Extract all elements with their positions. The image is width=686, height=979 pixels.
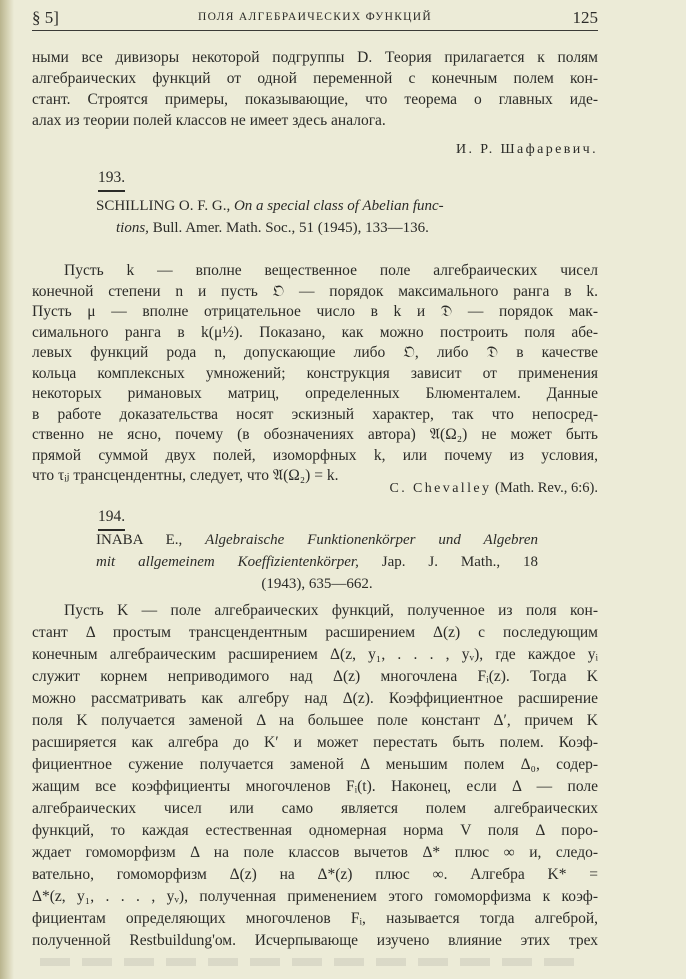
citation-text: (1943), 635—662. [261, 576, 373, 592]
text-line: можно рассматривать как алгебру над Δ(z). Коэффициентное расширение [32, 690, 598, 707]
review-source: (Math. Rev., 6:6). [491, 480, 598, 496]
entry-number-193: 193. [98, 169, 125, 192]
citation-line [96, 573, 538, 595]
signature-shafarevich: И. Р. Шафаревич. [455, 142, 598, 157]
text-line: расширяется как алгебра до K′ и может перестать быть полем. Коэф- [32, 734, 598, 751]
paragraph-continued [32, 47, 598, 131]
text-line: стант Δ простым трансцендентным расширением Δ(z) с последующим [32, 624, 598, 641]
text-line: жащим все коэффициенты многочленов Fᵢ(t). Наконец, если Δ — поле [32, 778, 598, 795]
signature-chevalley [390, 480, 599, 497]
citation-title: mit allgemeinem Koeffizientenkörper, [96, 554, 359, 570]
citation-194 [96, 529, 538, 595]
citation-title: On a special class of Abelian func- [233, 198, 444, 214]
citation-line [96, 195, 538, 217]
citation-text: Jap. J. Math., 18 [358, 554, 538, 570]
citation-text: Bull. Amer. Math. Soc., 51 (1945), 133—136. [148, 220, 429, 236]
text-line: фициентам определяющих многочленов Fᵢ, называется тогда алгеброй, [32, 910, 598, 927]
book-gutter-shadow [0, 0, 14, 979]
text-line: Пусть μ — вполне отрицательное число в k и 𝔇 — порядок мак- [32, 303, 598, 320]
text-line: алах из теории полей классов не имеет здесь аналога. [32, 112, 386, 129]
page-number: 125 [572, 8, 598, 27]
abstract-194 [32, 600, 598, 952]
section-number: § 5] [32, 8, 59, 27]
citation-line [96, 529, 538, 551]
running-title: ПОЛЯ АЛГЕБРАИЧЕСКИХ ФУНКЦИЙ [198, 11, 432, 23]
citation-title: Algebraische Funktionenkörper und Algebren [205, 532, 538, 548]
citation-text: SCHILLING O. F. G., [96, 198, 234, 214]
text-line: служит корнем неприводимого над Δ(z) многочлена Fᵢ(z). Тогда K [32, 668, 598, 685]
text-line: в работе доказательства носят эскизный характер, так что непосред- [32, 405, 598, 423]
reviewer-name: C. Chevalley [389, 481, 492, 496]
text-line: кольца комплексных умножений; конструкция зависит от применения [32, 364, 598, 382]
text-line: алгебраических функций от одной переменной с конечным полем кон- [32, 70, 598, 87]
citation-text: INABA E., [96, 532, 206, 548]
text-line: алгебраических чисел или само является полем алгебраических [32, 800, 598, 817]
citation-line [96, 217, 538, 239]
text-line: левых функций рода n, допускающие либо 𝔒, либо 𝔇 в качестве [32, 344, 598, 361]
text-line: стант. Строятся примеры, показывающие, что теорема о главных иде- [32, 91, 598, 108]
text-line: некоторых римановых матриц, определенных Блюменталем. Данные [32, 385, 598, 402]
text-line: ными все дивизоры некоторой подгруппы D. Теория прилагается к полям [32, 49, 598, 66]
text-line: что τᵢⱼ трансцендентны, следует, что 𝔄(Ω₂) = k. [32, 467, 339, 484]
text-line: симального ранга в k(μ½). Показано, как можно построить поля абе- [32, 323, 598, 341]
text-line: фициентное сужение получается заменой Δ меньшим полем Δ₀, содер- [32, 756, 598, 773]
citation-line [96, 551, 538, 573]
text-line: Пусть K — поле алгебраических функций, полученное из поля кон- [64, 602, 598, 619]
text-line: поля K получается заменой Δ на большее поле констант Δ′, причем K [32, 712, 598, 729]
citation-title: tions, [116, 220, 149, 236]
text-line: Пусть k — вполне вещественное поле алгебраических чисел [64, 262, 598, 279]
text-line: ждает гомоморфизм Δ на поле классов вычетов Δ* плюс ∞ и, следо- [32, 844, 598, 861]
text-line: конечным алгебраическим расширением Δ(z, y₁, . . . , yᵥ), где каждое yᵢ [32, 646, 598, 663]
bleed-through-text [40, 958, 580, 966]
text-line: конечной степени n и пусть 𝔒 — порядок максимального ранга в k. [32, 282, 598, 300]
text-line: функций, то каждая естественная одномерная норма V поля Δ поро- [32, 822, 598, 839]
text-line: полученной Restbuildung'ом. Исчерпывающе изучено влияние этих трех [32, 932, 598, 949]
citation-193 [96, 195, 538, 239]
text-line: прямой суммой двух полей, изоморфных k, или почему из условия, [32, 446, 598, 464]
abstract-193 [32, 261, 598, 487]
running-header [32, 6, 598, 31]
entry-number-194: 194. [98, 508, 125, 531]
text-line: ственно не ясно, почему (в обозначениях автора) 𝔄(Ω₂) не может быть [32, 426, 598, 443]
text-line: вательно, гомоморфизм Δ(z) на Δ*(z) плюс ∞. Алгебра K* = [32, 866, 598, 883]
text-line: Δ*(z, y₁, . . . , yᵥ), полученная применением этого гомоморфизма к коэф- [32, 888, 598, 905]
